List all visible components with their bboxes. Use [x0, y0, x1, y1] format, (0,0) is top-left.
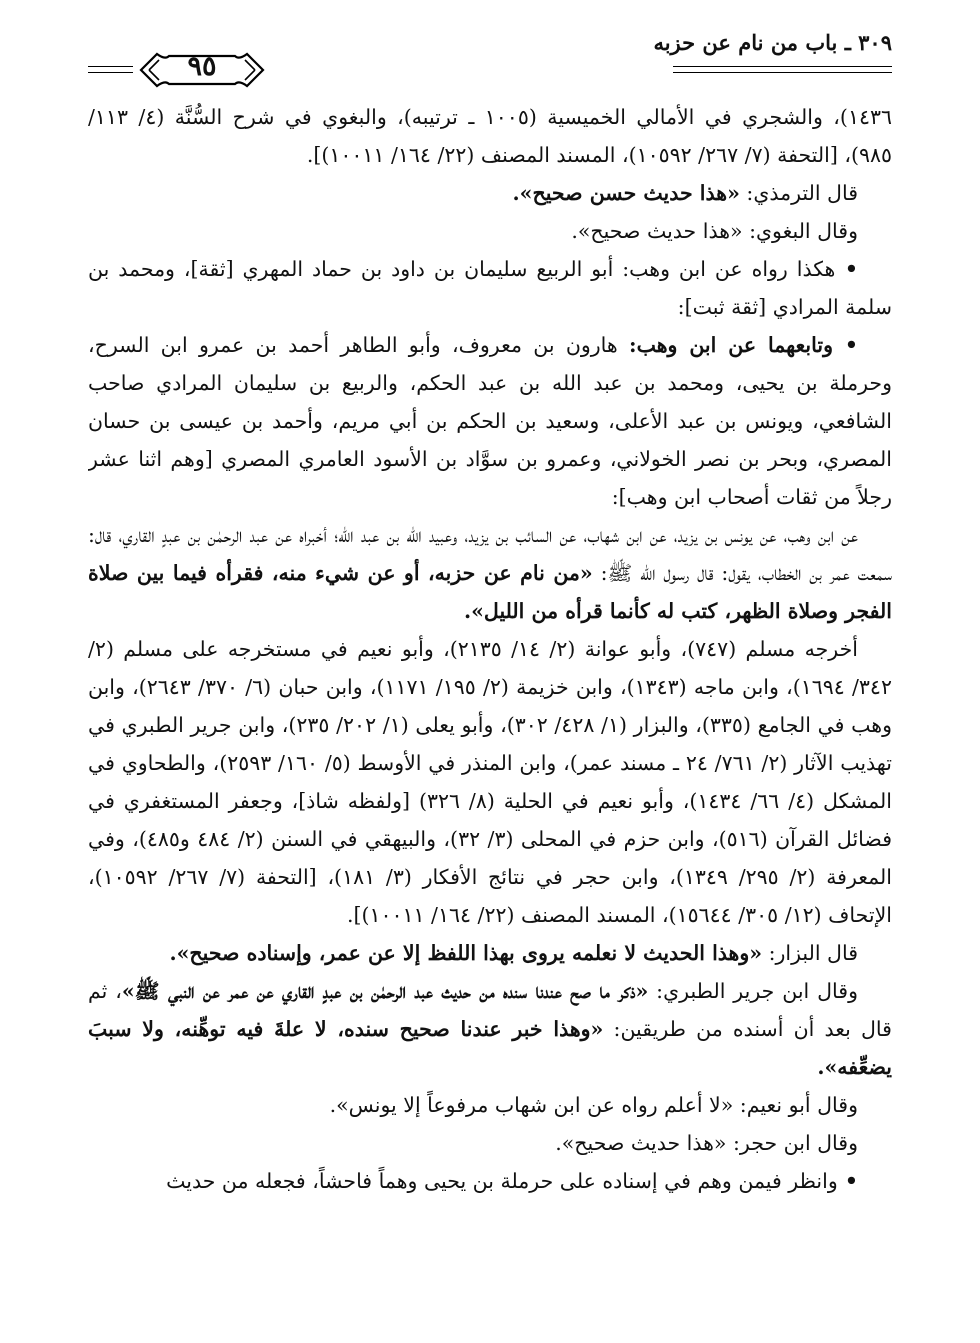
text-segment: وقال ابن حجر: «هذا حديث صحيح».: [555, 1131, 858, 1155]
page-body: [88, 98, 892, 1333]
header-rule: [88, 72, 133, 73]
hadith-number-badge: [135, 46, 269, 94]
text-segment: عن ابن وهب، عن يونس بن يزيد، عن ابن شهاب، عن السائب بن يزيد، وعبيد الله بن عبد الله؛ أخبراه عن عبد الرحمٰن بن عبدٍ القاري، قال: سمعت عمر بن الخطاب، يقول: قال رسول الله ﷺ:: [88, 523, 892, 585]
body-paragraph: [88, 1124, 892, 1162]
header-rule: [88, 66, 133, 67]
bullet-marker: •: [835, 257, 858, 281]
text-segment: قال البزار:: [762, 941, 858, 965]
text-segment: هكذا رواه عن ابن وهب: أبو الربيع سليمان بن داود بن حماد المهري [ثقة]، ومحمد بن سلمة المرادي [ثقة ثبت]:: [88, 257, 892, 319]
header-rule: [673, 66, 892, 67]
body-paragraph: [88, 326, 892, 516]
text-segment: أخرجه مسلم (٧٤٧)، وأبو عوانة (٢/ ١٤/ ٢١٣٥)، وأبو نعيم في مستخرجه على مسلم (٢/ ٣٤٢/ ١٦٩٤)، وابن ماجه (١٣٤٣)، وابن خزيمة (٢/ ١٩٥/ ١١٧١)، وابن حبان (٦/ ٣٧٠/ ٢٦٤٣)، وابن وهب في الجامع (٣٣٥)، والبزار (١/ ٤٢٨/ ٣٠٢)، وأبو يعلى (١/ ٢٠٢/ ٢٣٥)، وابن جرير الطبري في تهذيب الآثار (٢/ ٧٦١/ ٢٤ ـ مسند عمر)، وابن المنذر في الأوسط (٥/ ١٦٠/ ٢٥٩٣)، والطحاوي في المشكل (٤/ ٦٦/ ١٤٣٤)، وأبو نعيم في الحلية (٨/ ٣٢٦) [ولفظه شاذ]، وجعفر المستغفري في فضائل القرآن (٥١٦)، وابن حزم في المحلى (٣/ ٣٢)، والبيهقي في السنن (٢/ ٤٨٤ و٤٨٥)، وفي المعرفة (٢/ ٢٩٥/ ١٣٤٩)، وابن حجر في نتائج الأفكار (٣/ ١٨١)، [التحفة (٧/ ٢٦٧/ ١٠٥٩٢)، الإتحاف (١٢/ ٣٠٥/ ١٥٦٤٤)، المسند المصنف (٢٢/ ١٦٤/ ١٠٠١١)].: [88, 637, 892, 927]
body-paragraph: [88, 212, 892, 250]
body-paragraph: [88, 174, 892, 212]
header-rule: [673, 72, 892, 73]
body-paragraph: [88, 630, 892, 934]
bold-text: «من نام عن حزبه، أو عن شيء منه، فقرأه فيما بين صلاة الفجر وصلاة الظهر، كتب له كأنما قرأه من الليل».: [88, 561, 892, 623]
bold-text: «ذكر ما صح عندنا سنده من حديث عبد الرحمٰن بن عبدٍ القاري عن عمر عن النبي ﷺ»: [121, 979, 649, 1003]
body-paragraph: [88, 516, 892, 630]
body-paragraph: [88, 1162, 892, 1200]
text-segment: قال الترمذي:: [739, 181, 858, 205]
bold-text: «هذا حديث حسن صحيح».: [512, 181, 740, 205]
body-paragraph: [88, 1086, 892, 1124]
text-segment: وقال أبو نعيم: «لا أعلم رواه عن ابن شهاب مرفوعاً إلا يونس».: [329, 1093, 858, 1117]
body-paragraph: [88, 98, 892, 174]
body-paragraph: [88, 934, 892, 972]
text-segment: وقال البغوي: «هذا حديث صحيح».: [571, 219, 858, 243]
page-header: [88, 30, 892, 102]
text-segment: ١٤٣٦)، والشجري في الأمالي الخميسية (١٠٠٥ ـ ترتيبه)، والبغوي في شرح السُّنَّة (٤/ ١١٣/ ٩٨٥)، [التحفة (٧/ ٢٦٧/ ١٠٥٩٢)، المسند المصنف (٢٢/ ١٦٤/ ١٠٠١١)].: [88, 105, 892, 167]
bullet-marker: •: [837, 1169, 858, 1193]
text-segment: وقال ابن جرير الطبري:: [648, 979, 858, 1003]
bullet-marker: •: [832, 333, 858, 357]
bold-text: «وهذا الحديث لا نعلمه يروى بهذا اللفظ إلا عن عمر، وإسناده صحيح».: [169, 941, 763, 965]
running-title: ٣٠٩ ـ باب من نام عن حزبه: [653, 30, 892, 55]
body-paragraph: [88, 972, 892, 1086]
text-segment: ، ثم قال بعد أن أسنده من طريقين:: [88, 979, 892, 1041]
text-segment: وانظر فيمن وهم في إسناده على حرملة بن يحيى وهماً فاحشاً، فجعله من حديث: [166, 1169, 838, 1193]
bold-text: «وهذا خبر عندنا صحيح سنده، لا علةَ فيه توهِّنه، ولا سببَ يضعِّفه».: [88, 1017, 892, 1079]
hadith-number: ٩٥: [187, 51, 217, 82]
text-segment: هارون بن معروف، وأبو الطاهر أحمد بن عمرو ابن السرح، وحرملة بن يحيى، ومحمد بن عبد الله بن عبد الحكم، والربيع بن سليمان المرادي صاحب الشافعي، ويونس بن عبد الأعلى، وسعيد بن الحكم بن أبي مريم، وأحمد بن عيسى بن حسان المصري، وبحر بن نصر الخولاني، وعمرو بن سوَّاد بن الأسود العامري المصري [وهم اثنا عشر رجلاً من ثقات أصحاب ابن وهب]:: [88, 333, 892, 509]
bold-text: وتابعهما عن ابن وهب:: [629, 333, 833, 357]
body-paragraph: [88, 250, 892, 326]
